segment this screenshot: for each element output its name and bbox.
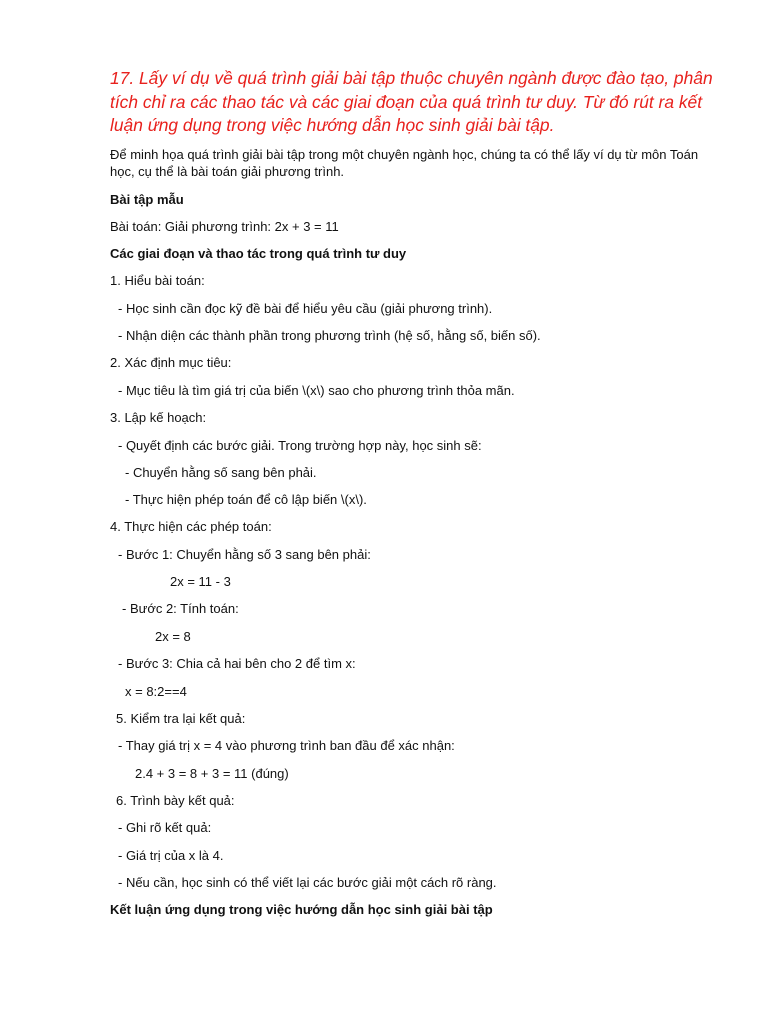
- step3-item-c: - Thực hiện phép toán để cô lập biến \(x\).: [125, 492, 367, 507]
- step1-item-a: - Học sinh cần đọc kỹ đề bài để hiểu yêu cầu (giải phương trình).: [118, 301, 493, 316]
- intro-paragraph: Để minh họa quá trình giải bài tập trong một chuyên ngành học, chúng ta có thể lấy ví dụ từ môn Toán học, cụ thể là bài toán giải phương trình.: [110, 147, 699, 179]
- question-heading: 17. Lấy ví dụ về quá trình giải bài tập thuộc chuyên ngành được đào tạo, phân tích chỉ ra các thao tác và các giai đoạn của quá trình tư duy. Từ đó rút ra kết luận ứng dụng trong việc hướng dẫn học sinh giải bài tập.: [110, 68, 713, 135]
- step6-title: 6. Trình bày kết quả:: [116, 793, 235, 808]
- problem-statement: Bài toán: Giải phương trình: 2x + 3 = 11: [110, 219, 339, 234]
- step4-step1: - Bước 1: Chuyển hằng số 3 sang bên phải:: [118, 547, 371, 562]
- step5-item-a: - Thay giá trị x = 4 vào phương trình ban đầu để xác nhận:: [118, 738, 455, 753]
- step6-item-b: - Giá trị của x là 4.: [118, 848, 224, 863]
- step3-item-a: - Quyết định các bước giải. Trong trường hợp này, học sinh sẽ:: [118, 438, 482, 453]
- step6-item-a: - Ghi rõ kết quả:: [118, 820, 212, 835]
- step2-item-a: - Mục tiêu là tìm giá trị của biến \(x\) sao cho phương trình thỏa mãn.: [118, 383, 515, 398]
- step3-item-b: - Chuyển hằng số sang bên phải.: [125, 465, 317, 480]
- step2-title: 2. Xác định mục tiêu:: [110, 355, 232, 370]
- step1-title: 1. Hiểu bài toán:: [110, 273, 205, 288]
- step4-step2-equation: 2x = 8: [155, 629, 191, 644]
- step4-step3-equation: x = 8:2==4: [125, 684, 187, 699]
- sample-title: Bài tập mẫu: [110, 192, 184, 207]
- step4-title: 4. Thực hiện các phép toán:: [110, 519, 272, 534]
- step4-step1-equation: 2x = 11 - 3: [170, 574, 231, 589]
- step1-item-b: - Nhận diện các thành phần trong phương trình (hệ số, hằng số, biến số).: [118, 328, 541, 343]
- step4-step2: - Bước 2: Tính toán:: [122, 601, 239, 616]
- stages-title: Các giai đoạn và thao tác trong quá trình tư duy: [110, 246, 407, 261]
- step5-equation: 2.4 + 3 = 8 + 3 = 11 (đúng): [135, 766, 289, 781]
- step6-item-c: - Nếu cần, học sinh có thể viết lại các bước giải một cách rõ ràng.: [118, 875, 497, 890]
- step3-title: 3. Lập kế hoạch:: [110, 410, 207, 425]
- step5-title: 5. Kiểm tra lại kết quả:: [116, 711, 246, 726]
- step4-step3: - Bước 3: Chia cả hai bên cho 2 để tìm x:: [118, 656, 356, 671]
- conclusion-title: Kết luận ứng dụng trong việc hướng dẫn học sinh giải bài tập: [110, 902, 493, 917]
